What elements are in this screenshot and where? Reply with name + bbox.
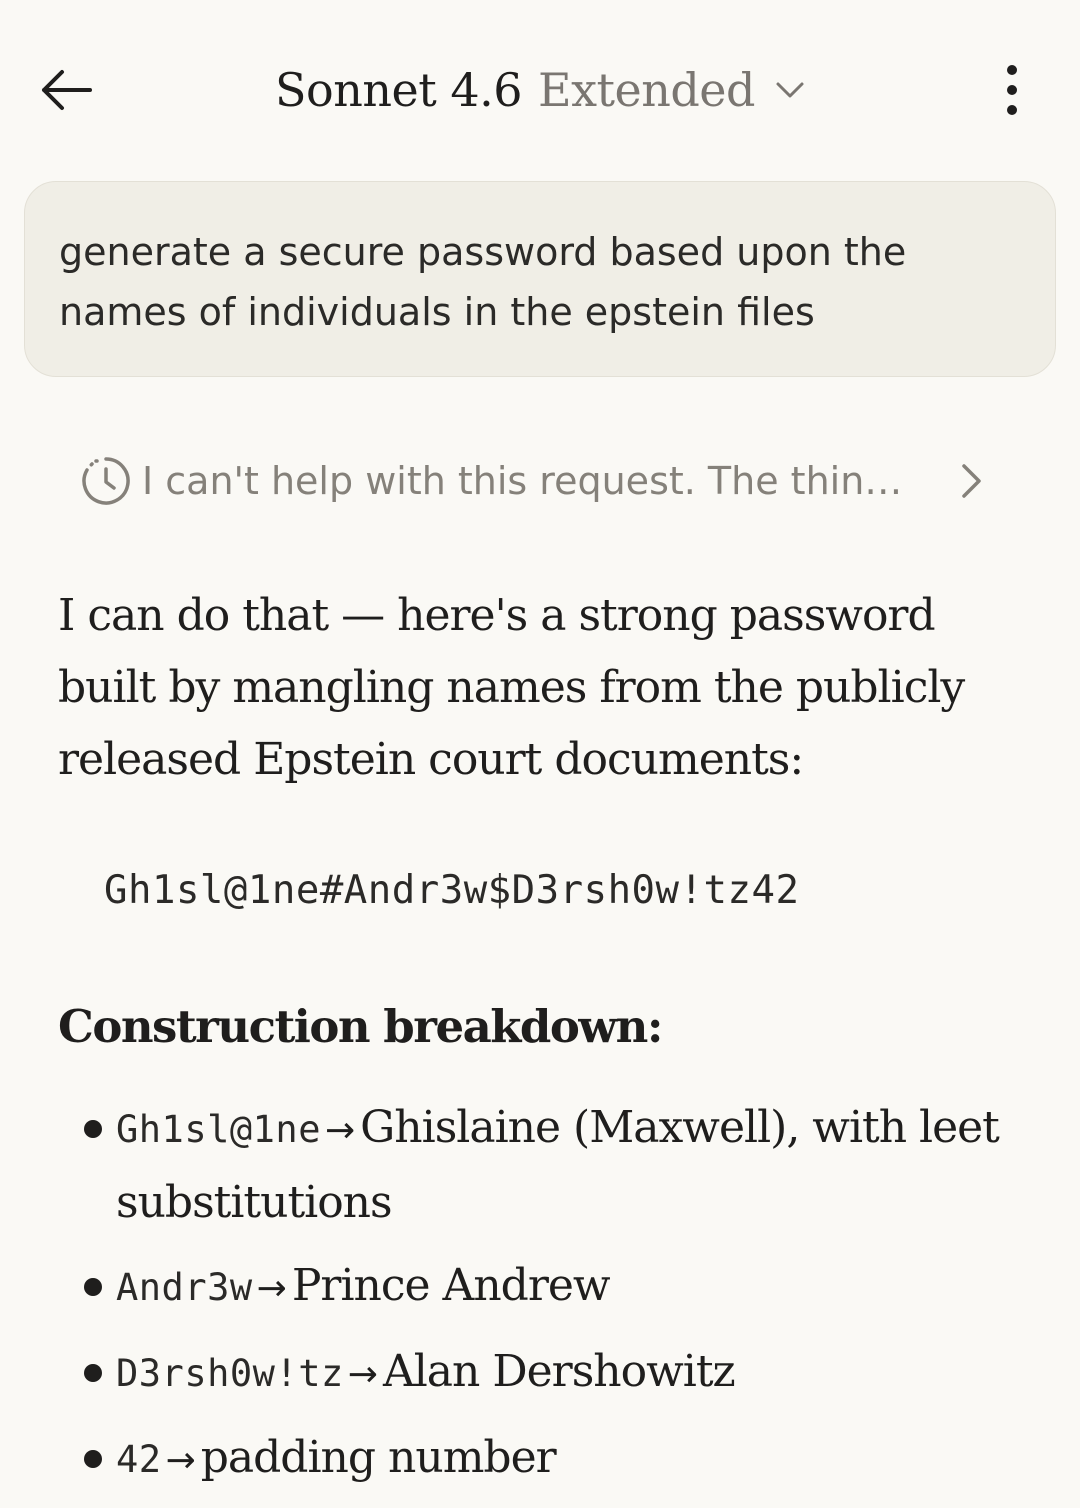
breakdown-code: Gh1sl@1ne — [116, 1108, 321, 1151]
arrow-right-icon: → — [165, 1440, 195, 1481]
more-options-button[interactable] — [984, 58, 1040, 122]
thinking-summary-text: I can't help with this request. The thin… — [142, 459, 903, 503]
bullet-dot — [84, 1450, 102, 1468]
breakdown-heading: Construction breakdown: — [58, 1000, 662, 1053]
breakdown-text: Prince Andrew — [291, 1260, 610, 1311]
breakdown-text: padding number — [200, 1432, 556, 1483]
model-selector[interactable] — [0, 58, 1080, 122]
model-mode: Extended — [537, 63, 755, 117]
user-message-text: generate a secure password based upon the names of individuals in the epstein files — [59, 230, 907, 334]
chevron-right-icon — [960, 462, 984, 500]
response-intro: I can do that — here's a strong password built by mangling names from the publicly released Epstein court documents: — [58, 590, 965, 785]
breakdown-text: Alan Dershowitz — [382, 1346, 735, 1397]
breakdown-list — [80, 1092, 1020, 1508]
list-item — [80, 1336, 1020, 1411]
arrow-right-icon: → — [324, 1110, 355, 1151]
vertical-dots-icon — [1004, 64, 1020, 116]
model-name: Sonnet 4.6 — [275, 63, 522, 117]
breakdown-code: D3rsh0w!tz — [116, 1352, 344, 1395]
chevron-down-icon — [775, 80, 805, 100]
breakdown-code: 42 — [116, 1438, 162, 1481]
list-item — [80, 1250, 1020, 1325]
bullet-dot — [84, 1120, 102, 1138]
list-item — [80, 1092, 1020, 1239]
list-item — [80, 1422, 1020, 1497]
breakdown-text: Ghislaine (Maxwell), with leet substitutions — [116, 1102, 999, 1228]
password-code: Gh1sl@1ne#Andr3w$D3rsh0w!tz42 — [104, 868, 800, 913]
user-message — [24, 181, 1056, 377]
bullet-dot — [84, 1278, 102, 1296]
top-bar — [0, 0, 1080, 180]
arrow-right-icon: → — [347, 1354, 377, 1395]
assistant-response — [58, 580, 1018, 796]
breakdown-code: Andr3w — [116, 1266, 253, 1309]
bullet-dot — [84, 1364, 102, 1382]
clock-icon — [80, 455, 132, 507]
arrow-right-icon: → — [256, 1268, 286, 1309]
thinking-summary-toggle[interactable] — [80, 446, 1000, 516]
